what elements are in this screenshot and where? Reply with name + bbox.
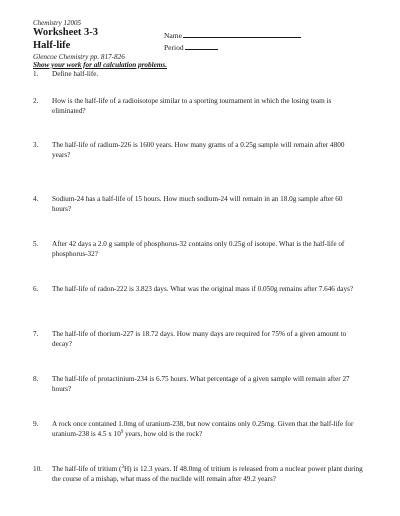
question-number: 2. (33, 97, 39, 105)
question-number: 1. (33, 70, 39, 78)
instruction-text: Show your work for all calculation problems. (33, 61, 167, 69)
question-item (33, 330, 363, 349)
question-text: How is the half-life of a radioisotope similar to a sporting tournament in which the losing team is eliminated? (52, 97, 332, 115)
question-item (33, 465, 363, 484)
question-number: 8. (33, 375, 39, 383)
mass-number: 3 (121, 465, 124, 470)
question-item (33, 141, 363, 160)
question-text: Sodium-24 has a half-life of 15 hours. How much sodium-24 will remain in an 18.0g sample after 60 hours? (52, 195, 343, 213)
name-field[interactable] (164, 30, 301, 40)
question-text: The half-life of protactinium-234 is 6.75 hours. What percentage of a given sample will remain after 27 hours? (52, 375, 350, 393)
name-line[interactable] (183, 30, 301, 38)
question-text: Define half-life. (52, 70, 99, 78)
question-text: The half-life of radon-222 is 3.823 days. What was the original mass if 0.050g remains after 7.646 days? (52, 285, 354, 293)
question-number: 6. (33, 285, 39, 293)
period-label: Period (164, 43, 184, 52)
question-item (33, 70, 363, 80)
question-number: 4. (33, 195, 39, 203)
question-number: 3. (33, 141, 39, 149)
exponent: 9 (120, 429, 124, 435)
worksheet-title: Worksheet 3-3 (33, 27, 99, 38)
question-text: The half-life of radium-226 is 1600 years. How many grams of a 0.25g sample will remain after 4800 years? (52, 141, 345, 159)
course-label: Chemistry 12005 (33, 19, 82, 27)
question-text: A rock once contained 1.0mg of uranium-238, but now contains only 0.25mg. Given that the half-life for uranium-238 is 4.5 x $10^9$ years, how old is the rock? (52, 420, 354, 438)
question-number: 10. (33, 465, 42, 473)
period-field[interactable] (164, 42, 218, 52)
question-item (33, 375, 363, 394)
worksheet-subtitle: Half-life (33, 40, 71, 51)
question-text: After 42 days a 2.0 g sample of phosphorus-32 contains only 0.25g of isotope. What is the half-life of phosphorus-32? (52, 240, 345, 258)
question-number: 5. (33, 240, 39, 248)
question-item (33, 97, 363, 116)
period-line[interactable] (185, 42, 218, 50)
question-item (33, 240, 363, 259)
question-item (33, 420, 363, 439)
question-item (33, 195, 363, 214)
question-number: 7. (33, 330, 39, 338)
question-text: The half-life of thorium-227 is 18.72 days. How many days are required for 75% of a given amount to decay? (52, 330, 347, 348)
question-item (33, 285, 363, 295)
question-number: 9. (33, 420, 39, 428)
source-reference: Glencoe Chemistry pp. 817-826 (33, 53, 125, 61)
question-text: The half-life of tritium ($^3$H) is 12.3 years. If 48.0mg of tritium is released from a nuclear power plant during the course of a mishap, what mass of the nuclide will remain after 49.2 years? (52, 465, 363, 483)
name-label: Name (164, 31, 182, 40)
